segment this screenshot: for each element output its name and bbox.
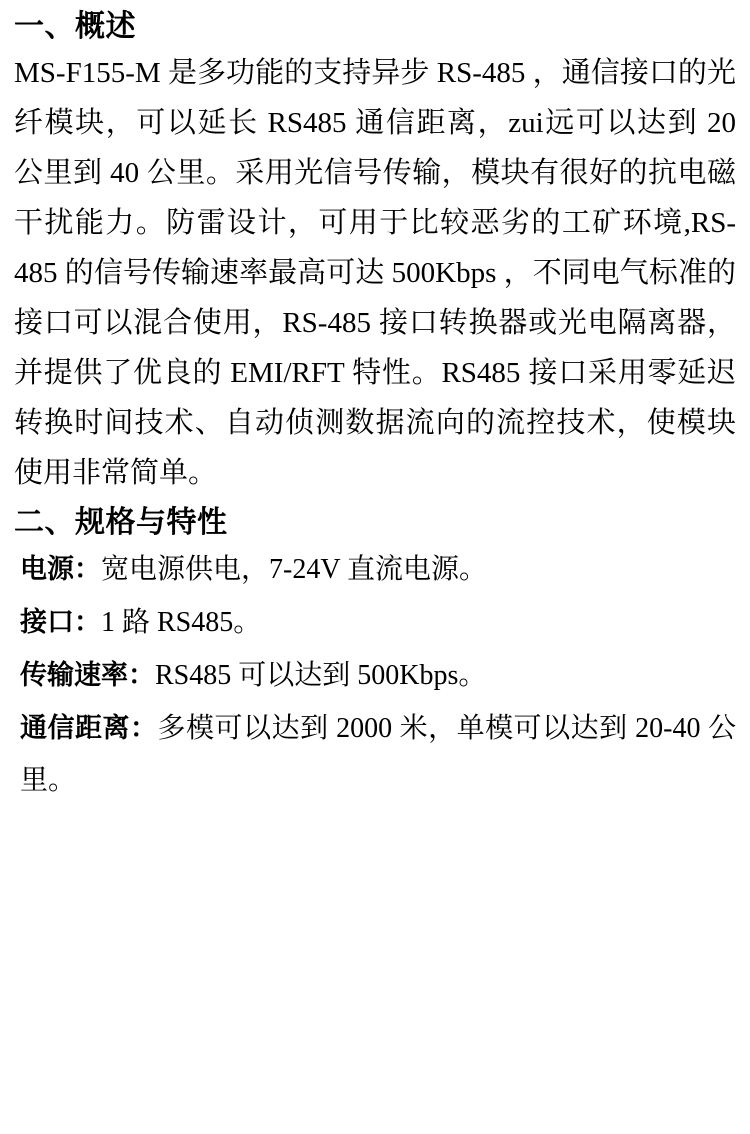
list-item <box>14 543 736 596</box>
spec-value: 宽电源供电，7-24V 直流电源。 <box>101 554 488 586</box>
section-heading-specifications: 二、规格与特性 <box>14 505 228 539</box>
spec-label: 通信距离 <box>20 713 131 744</box>
overview-paragraph: MS-F155-M 是多功能的支持异步 RS-485 ，通信接口的光纤模块，可以延长 RS485 通信距离，zui远可以达到 20 公里到 40 公里。采用光信号传输，模块有很好的抗电磁干扰能力。防雷设计，可用于比较恶劣的工矿环境,RS-485 的信号传输速率最高可达 500Kbps ，不同电气标准的接口可以混合使用，RS-485 接口转换器或光电隔离器，并提供了优良的 EMI/RFT 特性。RS485 接口采用零延迟转换时间技术、自动侦测数据流向的流控技术，使模块使用非常简单。 <box>14 56 736 489</box>
spec-value: 多模可以达到 2000 米，单模可以达到 20-40 公里。 <box>20 713 737 797</box>
spec-separator: ： <box>130 713 158 744</box>
list-item <box>14 596 736 649</box>
spec-value: RS485 可以达到 500Kbps。 <box>155 660 487 692</box>
list-item <box>14 702 736 807</box>
specifications-list <box>14 543 736 807</box>
section-heading-overview: 一、概述 <box>14 10 136 43</box>
spec-label: 传输速率 <box>20 660 128 691</box>
spec-label: 电源 <box>20 554 74 585</box>
spec-separator: ： <box>74 607 101 638</box>
spec-label: 接口 <box>20 607 74 638</box>
spec-separator: ： <box>74 554 101 585</box>
spec-separator: ： <box>128 660 155 691</box>
spec-value: 1 路 RS485。 <box>101 607 262 639</box>
list-item <box>14 649 736 702</box>
